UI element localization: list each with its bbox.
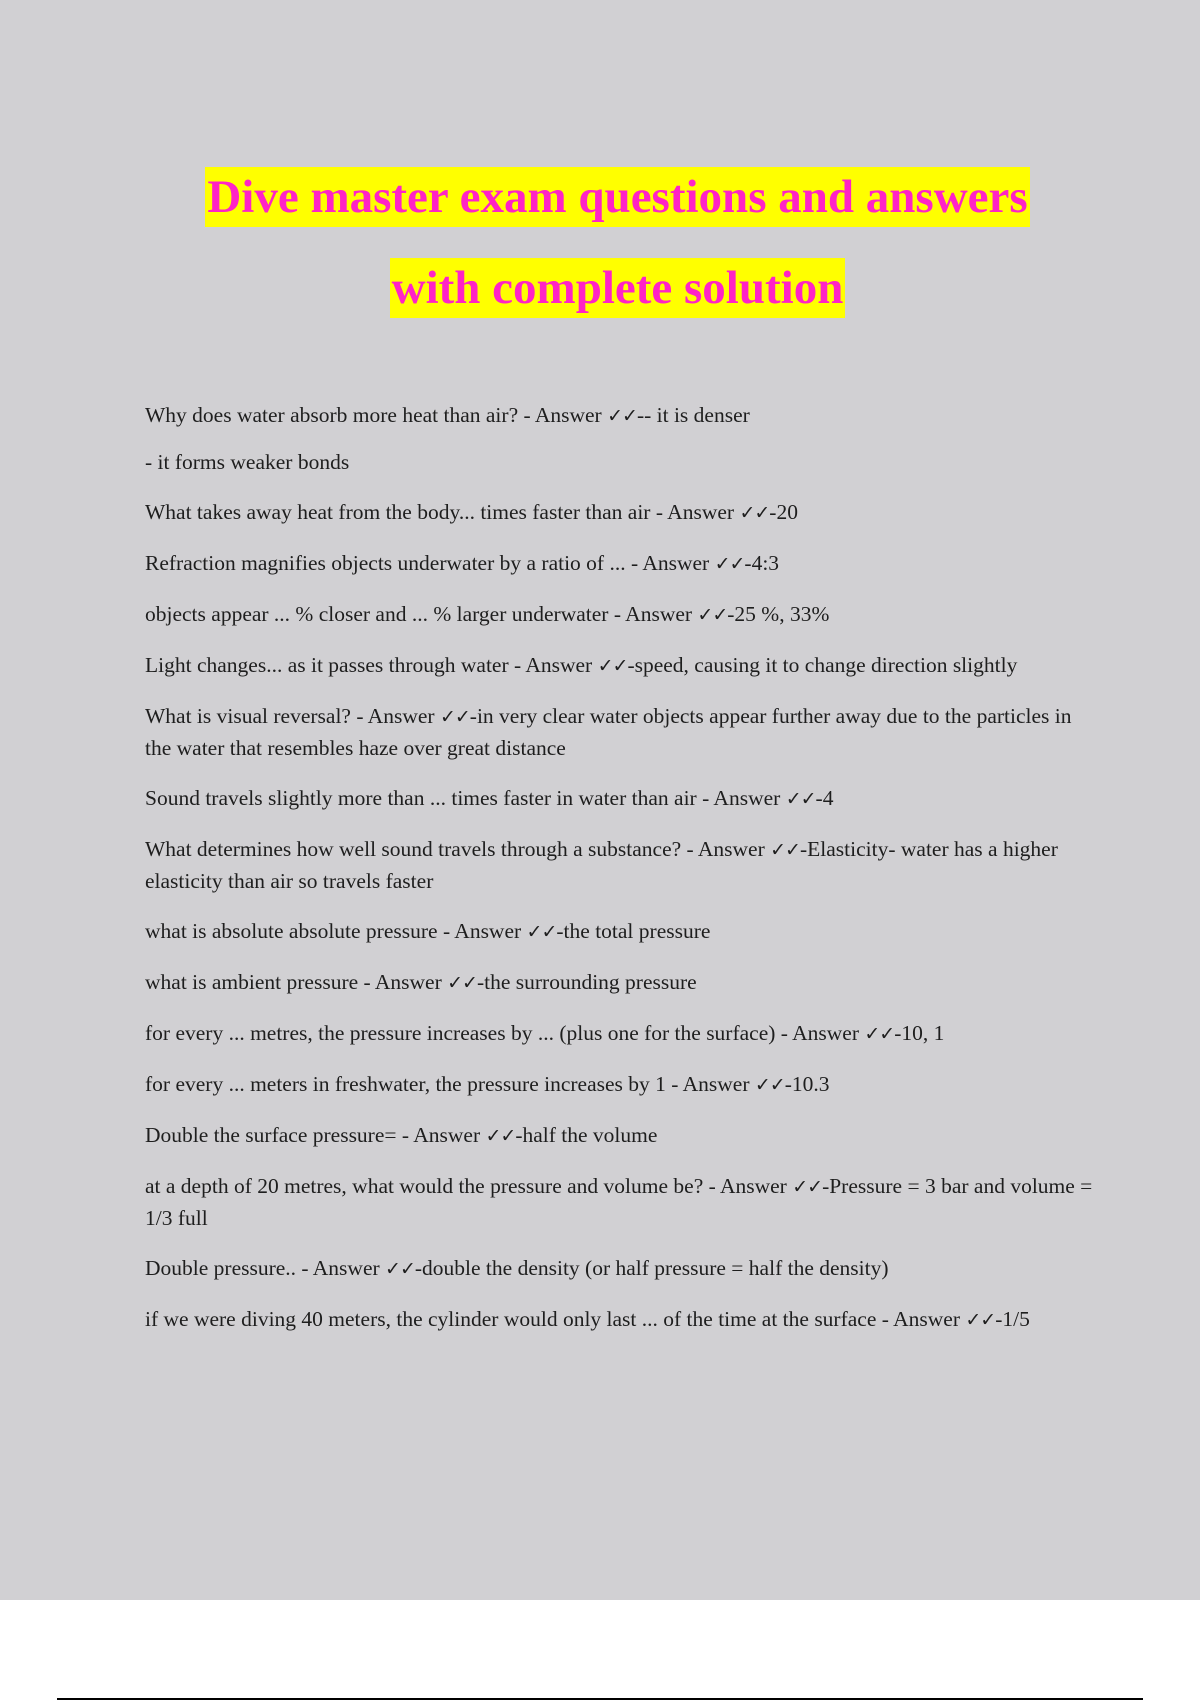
check-mark-icon: ✓✓ — [526, 921, 557, 943]
question-text: - it forms weaker bonds — [145, 450, 350, 474]
document-title — [0, 167, 1200, 318]
check-mark-icon: ✓✓ — [864, 1023, 895, 1045]
answer-text: -Pressure = 3 bar and volume = 1/3 full — [145, 1174, 1093, 1230]
answer-text: -4:3 — [744, 551, 780, 575]
question-text: what is ambient pressure - Answer — [145, 970, 448, 994]
check-mark-icon: ✓✓ — [447, 972, 477, 994]
answer-text: -10.3 — [784, 1072, 830, 1096]
qa-item — [145, 916, 1095, 948]
qa-list — [145, 400, 1095, 1355]
check-mark-icon: ✓✓ — [754, 1074, 785, 1096]
check-mark-icon: ✓✓ — [965, 1309, 996, 1331]
answer-text: -in very clear water objects appear further away due to the particles in the water that resembles haze over great distance — [145, 704, 1072, 760]
answer-text: -25 %, 33% — [727, 602, 830, 626]
answer-text: -double the density (or half pressure = half the density) — [414, 1256, 889, 1280]
check-mark-icon: ✓✓ — [385, 1258, 415, 1280]
qa-item — [145, 783, 1095, 815]
question-text: What determines how well sound travels through a substance? - Answer — [145, 837, 771, 861]
answer-text: -the total pressure — [556, 919, 711, 943]
question-text: if we were diving 40 meters, the cylinder would only last ... of the time at the surface - Answer — [145, 1307, 966, 1331]
check-mark-icon: ✓✓ — [792, 1176, 823, 1198]
answer-text: -10, 1 — [894, 1021, 945, 1045]
question-text: Light changes... as it passes through water - Answer — [145, 653, 598, 677]
check-mark-icon: ✓✓ — [597, 655, 628, 677]
answer-text: -- it is denser — [636, 403, 750, 427]
qa-item — [145, 1069, 1095, 1101]
answer-text: -Elasticity- water has a higher elasticity than air so travels faster — [145, 837, 1058, 893]
answer-text: -the surrounding pressure — [476, 970, 697, 994]
qa-item — [145, 1120, 1095, 1152]
qa-item — [145, 599, 1095, 631]
qa-item — [145, 1253, 1095, 1285]
qa-item — [145, 447, 1095, 478]
qa-item — [145, 497, 1095, 529]
question-text: for every ... metres, the pressure increases by ... (plus one for the surface) - Answer — [145, 1021, 865, 1045]
question-text: for every ... meters in freshwater, the pressure increases by 1 - Answer — [145, 1072, 755, 1096]
question-text: Sound travels slightly more than ... times faster in water than air - Answer — [145, 786, 786, 810]
answer-text: -20 — [769, 500, 798, 524]
check-mark-icon: ✓✓ — [714, 553, 745, 575]
title-line-1: Dive master exam questions and answers — [205, 167, 1029, 227]
check-mark-icon: ✓✓ — [485, 1125, 516, 1147]
qa-item — [145, 1304, 1095, 1336]
qa-item — [145, 834, 1095, 897]
check-mark-icon: ✓✓ — [697, 604, 728, 626]
question-text: What takes away heat from the body... times faster than air - Answer — [145, 500, 740, 524]
title-line-2: with complete solution — [390, 258, 846, 318]
question-text: objects appear ... % closer and ... % larger underwater - Answer — [145, 602, 698, 626]
answer-text: -4 — [815, 786, 834, 810]
question-text: Why does water absorb more heat than air? - Answer — [145, 403, 608, 427]
qa-item — [145, 967, 1095, 999]
check-mark-icon: ✓✓ — [785, 788, 816, 810]
check-mark-icon: ✓✓ — [607, 405, 637, 427]
qa-item — [145, 1171, 1095, 1234]
answer-text: -half the volume — [515, 1123, 658, 1147]
answer-text: -speed, causing it to change direction slightly — [627, 653, 1018, 677]
question-text: Double pressure.. - Answer — [145, 1256, 386, 1280]
qa-item — [145, 548, 1095, 580]
question-text: Double the surface pressure= - Answer — [145, 1123, 486, 1147]
question-text: Refraction magnifies objects underwater by a ratio of ... - Answer — [145, 551, 715, 575]
question-text: what is absolute absolute pressure - Answer — [145, 919, 527, 943]
check-mark-icon: ✓✓ — [739, 502, 770, 524]
check-mark-icon: ✓✓ — [439, 706, 470, 728]
qa-item — [145, 400, 1095, 432]
qa-item — [145, 650, 1095, 682]
qa-item — [145, 1018, 1095, 1050]
question-text: What is visual reversal? - Answer — [145, 704, 440, 728]
question-text: at a depth of 20 metres, what would the pressure and volume be? - Answer — [145, 1174, 793, 1198]
answer-text: -1/5 — [995, 1307, 1030, 1331]
qa-item — [145, 701, 1095, 764]
check-mark-icon: ✓✓ — [770, 839, 800, 861]
